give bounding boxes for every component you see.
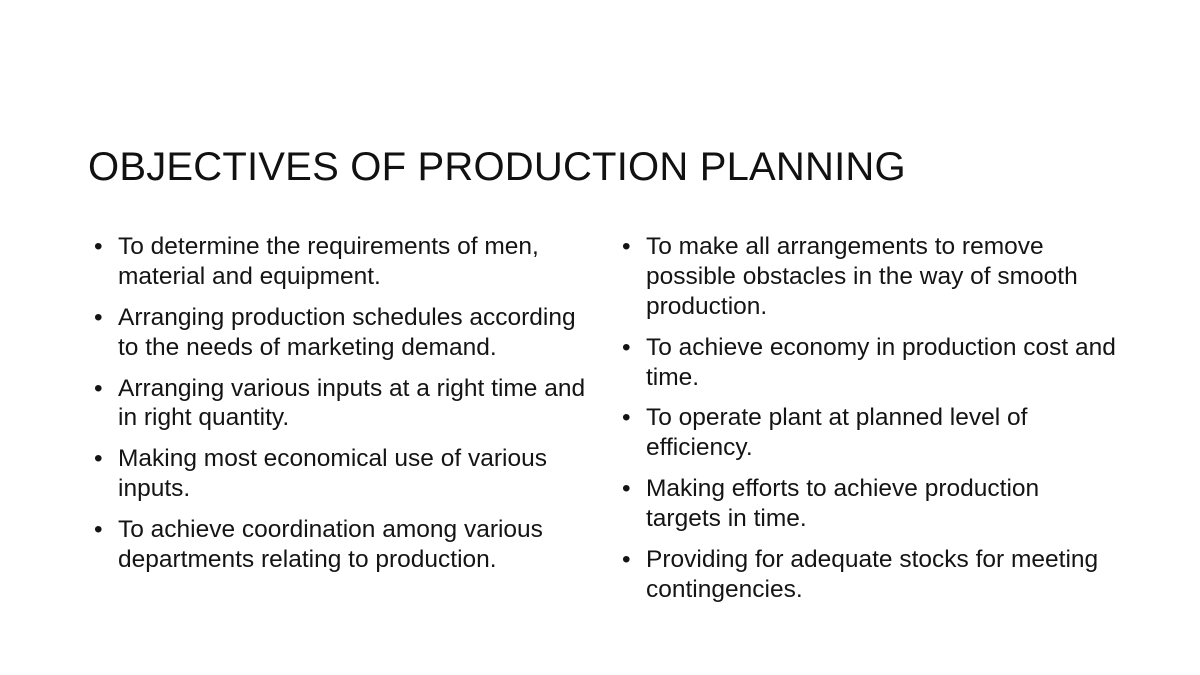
bullet-icon: • <box>622 475 631 503</box>
list-item-text: To determine the requirements of men, material and equipment. <box>118 233 539 290</box>
bullet-icon: • <box>94 516 103 543</box>
list-item-text: Providing for adequate stocks for meeting contingencies. <box>646 545 1099 603</box>
bullet-icon: • <box>622 233 631 260</box>
bullet-icon: • <box>94 303 103 331</box>
bullet-list-right <box>616 232 1118 605</box>
list-item <box>616 333 1118 393</box>
bullet-column-left <box>88 232 590 616</box>
bullet-icon: • <box>622 545 631 573</box>
bullet-icon: • <box>94 445 103 473</box>
bullet-list-left <box>88 232 590 575</box>
page-title: OBJECTIVES OF PRODUCTION PLANNING <box>88 145 906 189</box>
list-item <box>88 515 590 575</box>
bullet-icon: • <box>622 404 631 432</box>
list-item <box>88 444 590 504</box>
bullet-column-right <box>616 232 1118 616</box>
list-item <box>616 545 1118 605</box>
list-item-text: To operate plant at planned level of efficiency. <box>646 404 1028 462</box>
list-item <box>88 374 590 434</box>
list-item-text: To achieve economy in production cost and time. <box>646 333 1116 391</box>
bullet-icon: • <box>622 333 631 361</box>
list-item-text: Making most economical use of various inputs. <box>118 445 547 503</box>
list-item <box>616 403 1118 463</box>
bullet-icon: • <box>94 233 103 260</box>
list-item-text: Making efforts to achieve production targets in time. <box>646 475 1040 532</box>
list-item-text: To make all arrangements to remove possible obstacles in the way of smooth production. <box>646 233 1078 320</box>
content-columns <box>88 232 1118 616</box>
list-item-text: Arranging various inputs at a right time and in right quantity. <box>118 374 586 432</box>
list-item-text: Arranging production schedules according to the needs of marketing demand. <box>118 303 576 361</box>
bullet-icon: • <box>94 374 103 402</box>
list-item <box>616 474 1118 534</box>
list-item <box>88 232 590 292</box>
list-item <box>616 232 1118 322</box>
list-item <box>88 303 590 363</box>
list-item-text: To achieve coordination among various departments relating to production. <box>118 516 543 573</box>
